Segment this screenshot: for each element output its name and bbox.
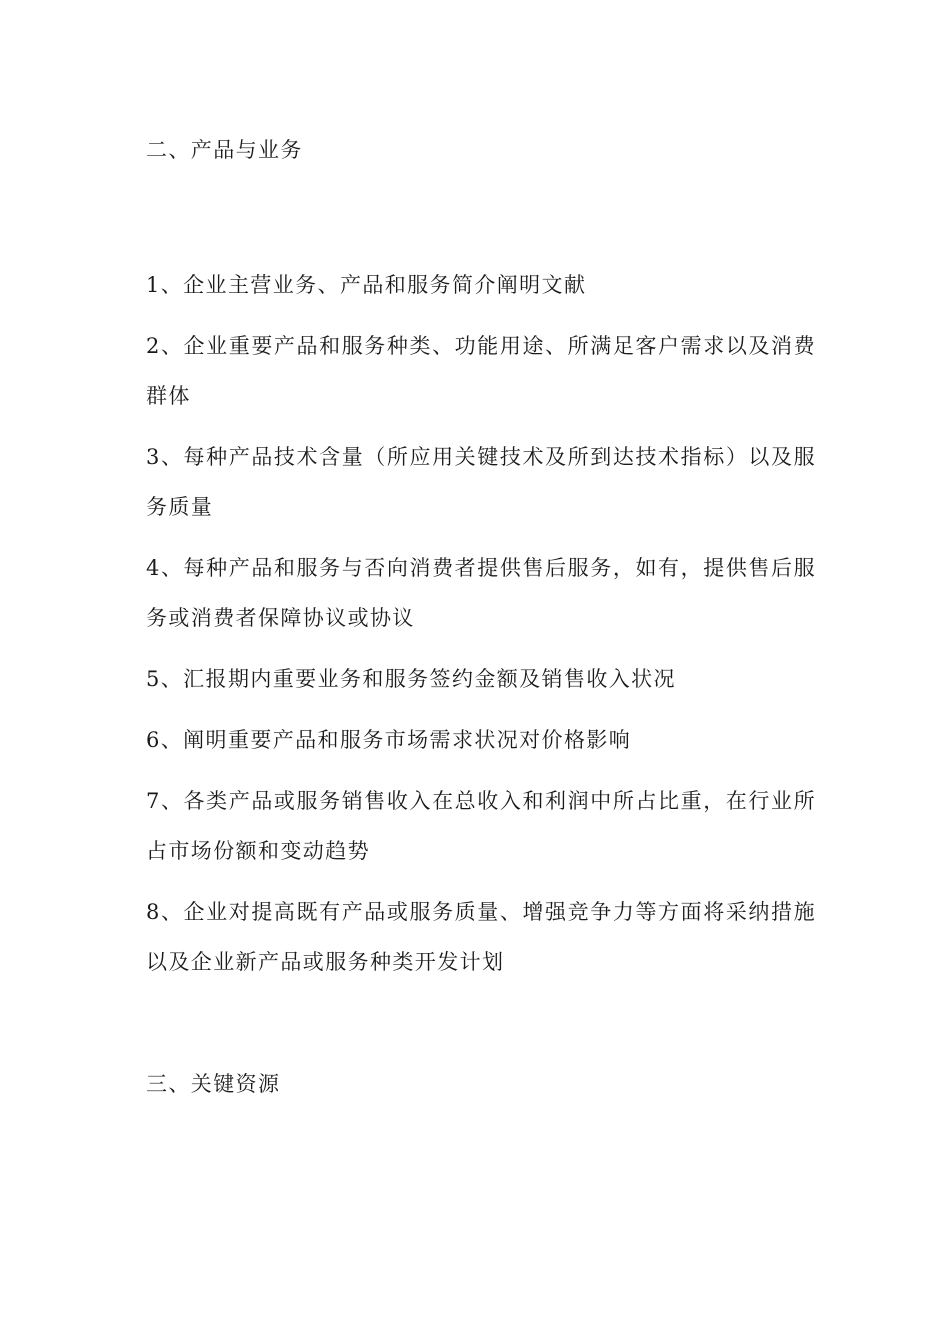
list-item: 8、企业对提高既有产品或服务质量、增强竞争力等方面将采纳措施以及企业新产品或服务种类开发计划: [146, 900, 816, 974]
list-item: 4、每种产品和服务与否向消费者提供售后服务，如有，提供售后服务或消费者保障协议或协议: [146, 556, 816, 630]
list-item: 5、汇报期内重要业务和服务签约金额及销售收入状况: [146, 667, 676, 691]
list-item: 6、阐明重要产品和服务市场需求状况对价格影响: [146, 728, 632, 752]
section-heading-key-resources: 三、关键资源: [146, 1072, 281, 1096]
list-item: 2、企业重要产品和服务种类、功能用途、所满足客户需求以及消费群体: [146, 334, 816, 408]
list-item: 7、各类产品或服务销售收入在总收入和利润中所占比重，在行业所占市场份额和变动趋势: [146, 789, 816, 863]
section-heading-products-business: 二、产品与业务: [146, 138, 303, 162]
requirement-list: [146, 260, 816, 998]
list-item: 3、每种产品技术含量（所应用关键技术及所到达技术指标）以及服务质量: [146, 445, 816, 519]
list-item: 1、企业主营业务、产品和服务简介阐明文献: [146, 273, 587, 297]
